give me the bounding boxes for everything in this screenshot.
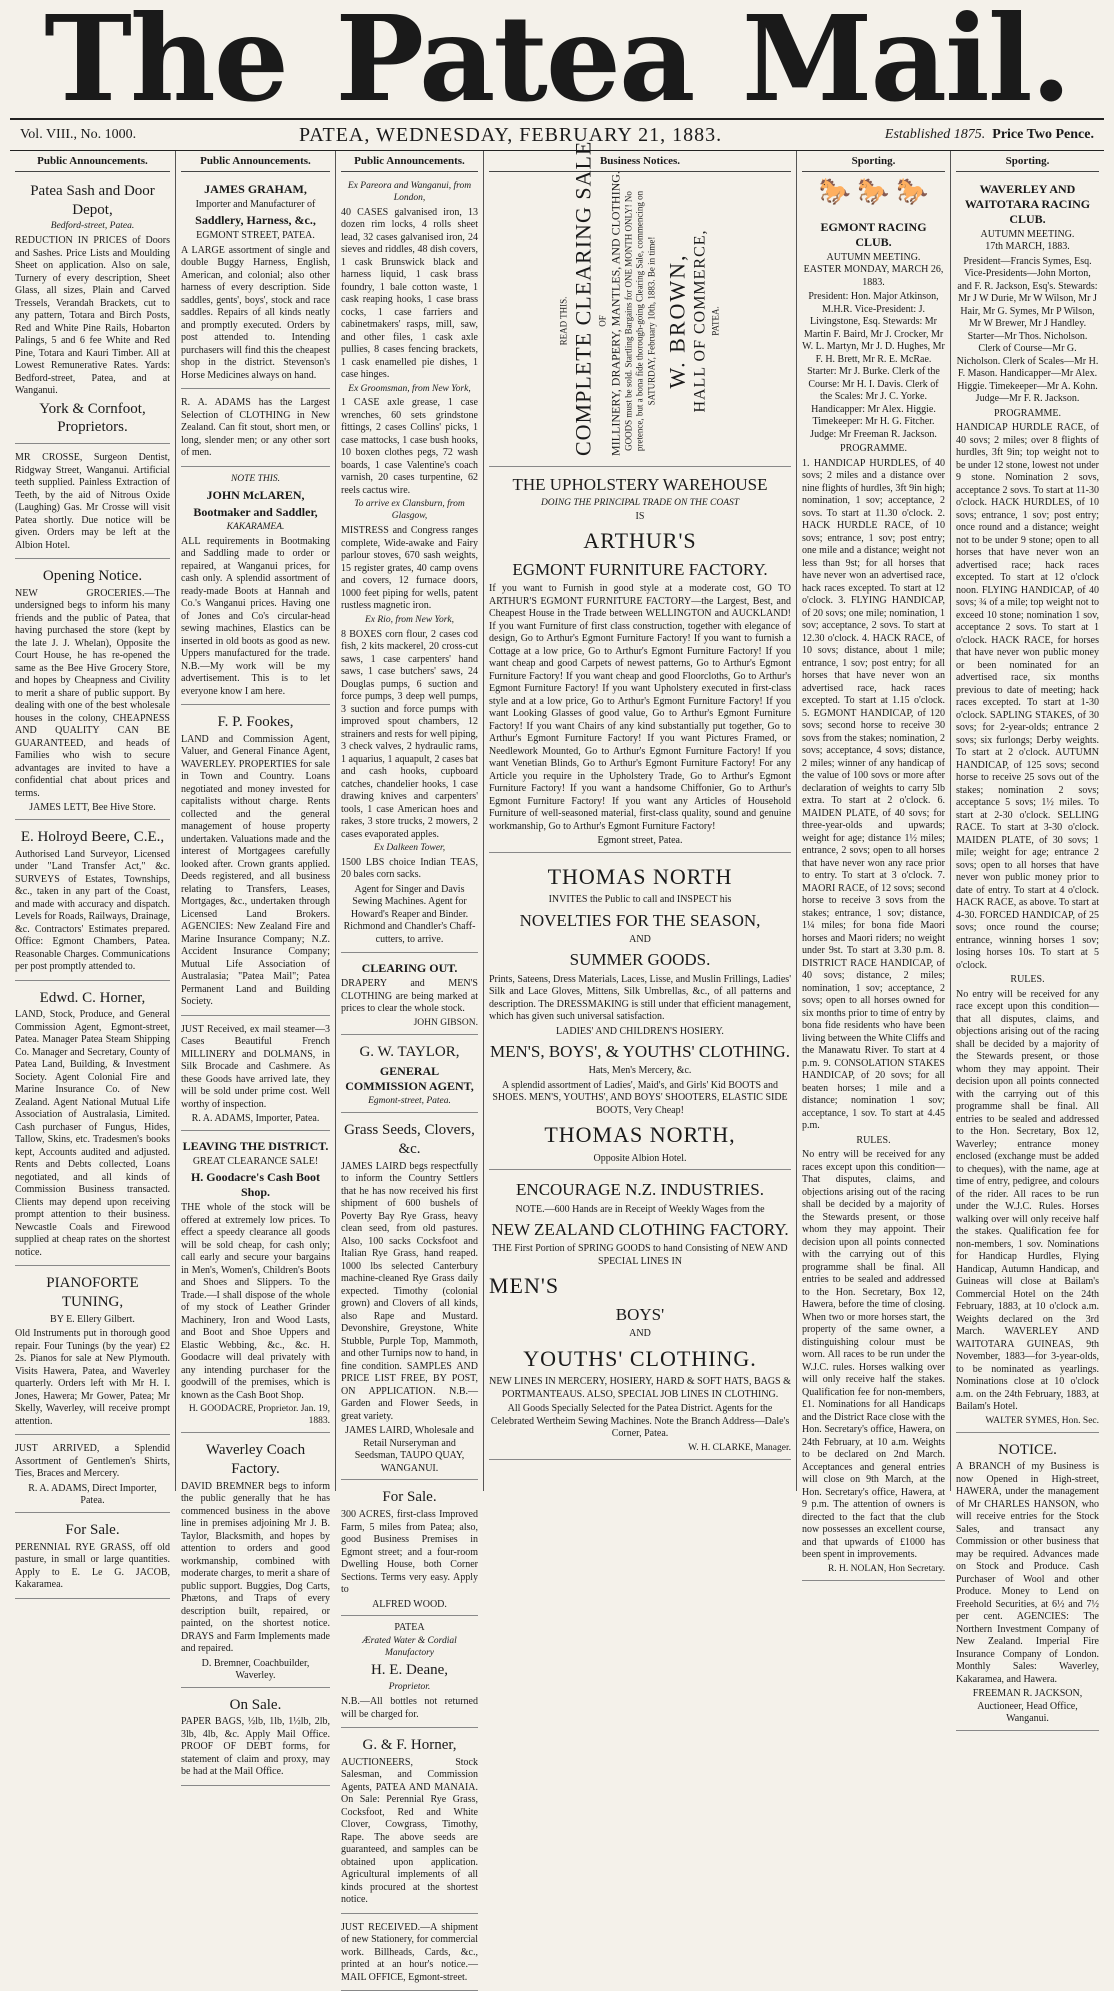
ad-body: THE whole of the stock will be offered at extremely low prices. To effect a speedy clearance all goods will be sold cheap, for cash only; call early and secure your bargains in Men's, Women's, Children's Boots and Shoes and Slippers. To the Trade.—I shall dispose of the whole of my stock of Leather Grinder Machinery, Iron and Wood Lasts, and Boot and Shoe Uppers and Elastic Webbing, &c., &c. H. Goodacre will deal privately with any intending purchaser for the goodwill of the premises, which is known as the Cash Boot Shop. (181, 1202, 330, 1401)
ad-foot: All Goods Specially Selected for the Patea District. Agents for the Celebrated Wertheim Sewing Machines. Note the Branch Address—Dale's Corner, Patea. (490, 1403, 790, 1440)
ad-title: ENCOURAGE N.Z. INDUSTRIES. (516, 1180, 764, 1200)
shipment-origin: Ex Groomsman, from New York, (348, 383, 471, 394)
ad-body: AUCTIONEERS, Stock Salesman, and Commission Agents, PATEA AND MANAIA. On Sale: Perennial Rye Grass, Cocksfoot, Red and White Clover, Cowgrass, Timothy, Rape. The above seeds are guaranteed, and samples can be obtained upon application. Agricultural implements of all kinds procured at the shortest notice. (341, 1756, 478, 1906)
ad-body: NEW GROCERIES.—The undersigned begs to inform his many friends and the public of Patea, that having purchased the store (kept by the late J. J. Whelan), Opposite the Court House, he has re-opened the same as the Bee Hive Grocery Store, and hopes by Cheapness and Civility to merit a share of public support. By dealing with one of the best wholesale houses in the colony, CHEAPNESS AND QUALITY CAN BE GUARANTEED, and heads of Families who wish to secure advantages are invited to have a confidential chat about prices and terms. (15, 587, 170, 799)
ad-graham (181, 176, 330, 390)
ad-body: Authorised Land Surveyor, Licensed under "Land Transfer Act," &c. SURVEYS of Estates, Townships, &c., taken in any part of the Coast, and made with accuracy and dispatch. Levels for Roads, Railways, Drainage, &c. Contractors' Estimates prepared. Office: Egmont Chambers, Patea. Reasonable Charges. Communications per post promptly attended to. (15, 848, 170, 973)
shipment-origin: To arrive ex Clansburn, from Glasgow, (354, 499, 465, 522)
ad-body: JAMES LAIRD begs respectfully to inform the Country Settlers that he has now received his first shipment of 600 bushels of Poverty Bay Rye Grass, heavy clean seed, from old pastures. Also, 100 sacks Cocksfoot and Italian Rye Grass, hand reaped. 1000 lbs selected Canterbury machine-cleaned Rye Grass daily expected. Timothy (colonial grown) and Clovers of all kinds, also Rape and Mustard. Devonshire, Greystone, White Stubble, Purple Top, Mammoth, and other Turnips now to hand, in fine condition. SAMPLES AND PRICE LIST FREE, BY POST, ON APPLICATION. N.B.—Garden and Flower Seeds, in great variety. (341, 1160, 478, 1422)
ad-body: PAPER BAGS, ½lb, 1lb, 1½lb, 2lb, 3lb, 4lb, &c. Apply Mail Office. PROOF OF DEBT forms, for statement of claim and proxy, may be had at the Mail Office. (181, 1716, 330, 1778)
ad-hall: HALL OF COMMERCE, (691, 229, 709, 413)
ad-millinery (181, 1018, 330, 1131)
programme-heading: PROGRAMME. (840, 443, 907, 455)
meeting-date: 17th MARCH, 1883. (985, 241, 1070, 253)
ad-rye-grass (15, 1515, 170, 1599)
ad-body: LAND and Commission Agent, Valuer, and General Finance Agent, WAVERLEY. PROPERTIES for sale in Town and Country. Loans negotiated and money invested for capitalists without charge. Rents collected and the general management of house property undertaken. Valuations made and the interest of Mortgagees carefully looked after. Crown grants applied. Deeds registered, and all business relating to Transfers, Leases, Mortgages, &c., undertaken through Licensed Land Brokers. AGENCIES: New Zealand Fire and Marine Insurance Company; N.Z. Accident Insurance Company; Mutual Life Association of Australasia; "Patea Mail"; Patea Permanent Land and Building Society. (181, 733, 330, 1008)
ad-body: DAVID BREMNER begs to inform the public generally that he has commenced business in the above line in premises adjoining Mr J. B. Taylor, Blacksmith, and hopes by attention to orders and good workmanship, combined with moderate charges, to merit a share of public support. Buggies, Dog Carts, Phætons, and Traps of every description built, repaired, or painted, on the shortest notice. DRAYS and Farm Implements made and repaired. (181, 1480, 330, 1654)
ad-subtitle: BY E. Ellery Gilbert. (50, 1313, 135, 1325)
ad-signature: W. BROWN, (664, 253, 689, 389)
ad-body: REDUCTION IN PRICES of Doors and Sashes. Price Lists and Moulding Sheet on application. Also on sale, Turnery of every description, Sheet Glass, all sizes, Plain and Carved Tressels, Verandah Brackets, cut to any pattern, Totara and Birch Posts, Red and White Pine Rails, Hobarton Palings, 5 and 6 fee White and Red Pine, Totara and Kauri Timber. All at Lowest Remunerative Rates. Yards: Bedford-street, Patea, and at Wanganui. (15, 235, 170, 397)
ad-line: YOUTHS' CLOTHING. (523, 1345, 757, 1371)
ad-address: Opposite Albion Hotel. (593, 1152, 687, 1164)
waverley-racing-club (956, 176, 1099, 1433)
programme-body: 1. HANDICAP HURDLES, of 40 sovs; 2 miles and a distance over nine flights of hurdles, 3ft 9in high; nomination, 1 sov; acceptance, 2 sovs. To start at 11.30 o'clock. 2. HACK HURDLE RACE, of 10 sovs; entrance, 1 sov; post entry; one mile and a distance; weight not less than 9st; for all horses that have never won an advertised race, hack races excepted. To start at 12 o'clock. 3. FLYING HANDICAP, of 20 sovs; one mile; nomination, 1 sov; acceptance, 2 sovs. To start at 12.30 o'clock. 4. HACK RACE, of 10 sovs; distance, about 1 mile; entrance, 1 sov; post entry; for all horses that have never won an advertised race, hack races excepted. To start at 1.15 o'clock. 5. EGMONT HANDICAP, of 120 sovs; second horse to receive 30 sovs from the stakes; nomination, 2 sovs; acceptance, 4 sovs; distance, 2 miles; winner of any handicap of the value of 100 sovs or more after declaration of weights to carry 5lb extra. To start at 2 o'clock. 6. MAIDEN PLATE, of 40 sovs; for three-year-olds and upwards; weight for age; distance 1½ miles; entrance, 2 sovs; open to all horses that have never won any race prior to entry. To start at 3 o'clock. 7. MAORI RACE, of 12 sovs; second horse to receive 3 sovs from the stakes; entrance, 1 sov; distance, 1¼ miles; for bona fide Maori horses and Maori riders; no weight under 9st. To start at 3.30 p.m. 8. DISTRICT RACE HANDICAP, of 40 sovs; distance, 2 miles; nomination, 1 sov; acceptance, 2 sovs; open to all horses owned for six months prior to time of entry by bona fide residents who have been living between the White Cliffs and the Manawatu River. To start at 4 p.m. 9. CONSOLATION STAKES HANDICAP, of 20 sovs; for all beaten horses; 1 mile and a distance; nomination 1 sov; acceptance, 1 sov. To start at 4.45 p.m. (802, 457, 945, 1132)
ad-sash-depot (15, 176, 170, 444)
ad-subtitle: DOING THE PRINCIPAL TRADE ON THE COAST (540, 498, 740, 508)
ad-on-sale (181, 1690, 330, 1786)
ad-body: A LARGE assortment of single and double Buggy Harness, English, American, and colonial; also other harness of every description. Side saddles, gents', boys', stock and race saddles. Repairs of all kinds neatly and promptly executed. Orders by post attended to. Intending purchasers will find this the cheapest shop in the district. Stevenson's Horse Medicines always on hand. (181, 244, 330, 381)
ad-taylor (341, 1037, 478, 1114)
column-3 (336, 151, 484, 1983)
ad-body: 300 ACRES, first-class Improved Farm, 5 miles from Patea; also, good Business Premises in Egmont street; and a four-room Dwelling House, both Corner Sections. Terms very easy. Apply to (341, 1509, 478, 1596)
ad-title: Opening Notice. (42, 568, 143, 585)
ad-body: If you want to Furnish in good style at a moderate cost, GO TO ARTHUR'S EGMONT FURNITURE FACTORY—the Largest, Best, and Cheapest House in the Trade between WELLINGTON and AUCKLAND! If you want Furniture of first class construction, together with elegance of design, Go to Arthur's Egmont Furniture Factory! If you want to furnish a Cottage at a low price, Go to Arthur's Egmont Furniture Factory! If you want cheap and good Carpets of newest patterns, Go to Arthur's Egmont Furniture Factory! If you want cheap and good Floorcloths, Go to Arthur's Egmont Furniture Factory! If you want Upholstery executed in first-class style and at a low price, Go to Arthur's Egmont Furniture Factory! If you want Looking Glasses of good value, Go to Arthur's Egmont Furniture Factory! If you want Chairs of any kind substantially put together, Go to Arthur's Egmont Furniture Factory! If you want Pictures Framed, or Needlework Mounted, Go to Arthur's Egmont Furniture Factory! If you want Venetian Blinds, Go to Arthur's Egmont Furniture Factory! For any Article you require in the Upholstery Trade, Go to Arthur's Egmont Furniture Factory! If you want a handsome Chiffonier, Go to Arthur's Egmont Furniture Factory! If you want any Articles of Household Furniture of well-seasoned material, first-class quality, sound and genuine workmanship, Go to Arthur's Egmont Furniture Factory! (489, 583, 791, 832)
rules-heading: RULES. (1010, 974, 1045, 986)
ad-subtitle: Bedford-street, Patea. (50, 221, 135, 232)
column-heading: Business Notices. (489, 155, 791, 172)
ad-title: PIANOFORTE TUNING, (46, 1275, 139, 1311)
ad-title: Patea Sash and Door Depot, (30, 182, 155, 218)
ad-signature: FREEMAN R. JACKSON, Auctioneer, Head Office, Wanganui. (972, 1688, 1083, 1725)
ad-body: ALL requirements in Bootmaking and Saddling made to order or repaired, at Wanganui prices, for cash only. A splendid assortment of ready-made Boots at Hannah and Co.'s Wanganui prices. Having one of Jones and Co's circular-head sewing machines, Elastics can be inserted in old boots as good as new. Uppers manufactured for the trade. N.B.—My work will be my advertisement. This is to let everyone know I am here. (181, 535, 330, 697)
ad-signature: D. Bremner, Coachbuilder, Waverley. (201, 1657, 310, 1681)
ad-dentist (15, 446, 170, 559)
ad-signature: JAMES LAIRD, Wholesale and Retail Nurseryman and Seedsman, TAUPO QUAY, WANGANUI. (345, 1425, 474, 1474)
ad-title: Grass Seeds, Clovers, &c. (344, 1122, 475, 1158)
ad-line: A splendid assortment of Ladies', Maid's, and Girls' Kid BOOTS and SHOES. MEN'S, YOUTHS', AND BOYS' SHOOTERS, ELASTIC SIDE BOOTS, Very Cheap! (492, 1079, 788, 1116)
ad-coach-factory (181, 1435, 330, 1688)
ad-title: F. P. Fookes, (217, 714, 294, 730)
columns (10, 140, 1104, 1983)
ad-body: DRAPERY and MEN'S CLOTHING are being marked at prices to clear the whole stock. (341, 978, 478, 1015)
ad-line: NOVELTIES FOR THE SEASON, (519, 910, 761, 930)
column-2 (176, 151, 336, 1778)
ad-line: LADIES' AND CHILDREN'S HOSIERY. (556, 1025, 724, 1037)
officers: President—Francis Symes, Esq. Vice-Presidents—John Morton, and F. R. Jackson, Esq's. Stewards: Mr J W Durie, Mr W Wilson, Mr J Hair, Mr G. Symes, Mr P Wilson, Mr W Brewer, Mr J Handley. Starter—Mr Thos. Nicholson. Clerk of Course—Mr G. Nicholson. Clerk of Scales—Mr H. F. Mason. Handicapper—Mr Alex. Higgie. Timekeeper—Mr A. Kohn. Judge—Mr F. R. Jackson. (956, 255, 1099, 405)
ad-line: H. Goodacre's Cash Boot Shop. (190, 1170, 321, 1200)
column-1 (10, 151, 176, 1591)
ad-body: PERENNIAL RYE GRASS, off old pasture, in small or large quantities. Apply to E. Le G. JACOB, Kakaramea. (15, 1541, 170, 1591)
column-4 (484, 140, 797, 1491)
ad-thomas-north (489, 855, 791, 1171)
ad-line: GENERAL COMMISSION AGENT, (345, 1063, 474, 1093)
ad-subtitle: GREAT CLEARANCE SALE! (192, 1155, 319, 1167)
column-6 (951, 151, 1104, 1725)
column-heading: Public Announcements. (181, 155, 330, 172)
ad-proprietor: Proprietor. (388, 1682, 431, 1693)
ad-subtitle: INVITES the Public to call and INSPECT his (548, 894, 732, 906)
ad-line: MEN'S, BOYS', & YOUTHS' CLOTHING. (490, 1042, 790, 1062)
ad-line: Bootmaker and Saddler, (193, 504, 318, 519)
ad-nz-clothing-factory (489, 1172, 791, 1459)
ad-title: COMPLETE CLEARING SALE (570, 140, 596, 456)
ad-address: KAKARAMEA. (226, 521, 285, 532)
ad-notice (956, 1435, 1099, 1731)
ad-line: Hats, Men's Mercery, &c. (588, 1065, 692, 1077)
ad-factory: NEW ZEALAND CLOTHING FACTORY. (491, 1220, 789, 1240)
ad-signature: Egmont street, Patea. (597, 835, 683, 847)
ad-title: LEAVING THE DISTRICT. (182, 1138, 329, 1153)
ad-subtitle: Importer and Manufacturer of (195, 198, 316, 210)
shipment-body: 1500 LBS choice Indian TEAS, 20 bales corn sacks. (341, 856, 478, 881)
ad-note: NOTE THIS. (230, 473, 281, 484)
ad-signature: THOMAS NORTH, (544, 1122, 736, 1148)
ad-title: G. & F. Horner, (362, 1737, 457, 1753)
ad-subtitle: Ærated Water & Cordial Manufactory (362, 1635, 457, 1658)
ad-body: MR CROSSE, Surgeon Dentist, Ridgway Street, Wanganui. Artificial teeth supplied. Painless Extraction of Teeth, by the aid of Nitrous Oxide (Laughing) Gas. Mr Crosse will visit Patea shortly. Due notice will be given. Orders may be left at the Albion Hotel. (15, 452, 170, 551)
ad-body: JUST Received, ex mail steamer—3 Cases Beautiful French MILLINERY and DOLMANS, in Silk Brocade and Cashmere. As these Goods have arrived late, they will be sold under prime cost. Well worthy of inspection. (181, 1023, 330, 1110)
volume-number: Vol. VIII., No. 1000. (20, 127, 137, 142)
ad-piano-tuning (15, 1268, 170, 1435)
ad-pre: PATEA (394, 1622, 425, 1634)
ad-body: Prints, Sateens, Dress Materials, Laces, Lisse, and Muslin Frillings, Ladies' Silk and Lace Gloves, Mittens, Silk Umbrellas, &c., of all patterns and description. The DRESSMAKING is still under that efficient management, which has given such universal satisfaction. (489, 973, 791, 1023)
ad-signature: R. A. ADAMS, Importer, Patea. (191, 1113, 320, 1125)
ad-line: MILLINERY, DRAPERY, MANTLES, AND CLOTHING. (608, 170, 623, 456)
column-heading: Sporting. (956, 155, 1099, 172)
ad-g-f-horner (341, 1730, 478, 1914)
ad-body: JUST ARRIVED, a Splendid Assortment of Gentlemen's Shirts, Ties, Braces and Mercery. (15, 1443, 170, 1480)
ad-place: PATEA. (710, 306, 721, 336)
shipment-body: MISTRESS and Congress ranges complete, Wide-awake and Fairy parlour stoves, 670 sash weights, 15 register grates, 40 camp ovens and covers, 12 furnace doors, 1000 feet piping for wells, patent rustless magnetic iron. (341, 525, 478, 612)
ad-surveyor (15, 822, 170, 981)
ad-body: N.B.—All bottles not returned will be charged for. (341, 1696, 478, 1720)
ad-signature: W. H. CLARKE, Manager. (688, 1442, 791, 1453)
ad-shipments (341, 176, 478, 954)
shipment-origin: Ex Pareora and Wanganui, from London, (347, 180, 472, 203)
shipment-body: 1 CASE axle grease, 1 case wrenches, 60 sets grindstone fittings, 2 cases Collins' picks, 1 case mattocks, 1 case bush hooks, 10 boxen clothes pegs, 72 wash boards, 1 case Valentine's coach varnish, 20 cases turpentine, 62 reels cactus wire. (341, 397, 478, 496)
officers: President: Hon. Major Atkinson, M.H.R. Vice-President: J. Livingstone, Esq. Stewards: Mr Martin F. Baird, Mr J. Crocker, Mr W. L. Martyn, Mr J. D. Hughes, Mr F. H. Brett, Mr R. E. McRae. Starter: Mr J. Burke. Clerk of the Course: Mr H. I. Davis. Clerk of the Scales: Mr J. C. Yorke. Handicapper: Mr Alex. Higgie. Timekeeper: Mr H. G. Fitcher. Judge: Mr Freeman R. Jackson. (802, 291, 945, 440)
ad-title: THOMAS NORTH (547, 863, 733, 889)
ad-stationery (341, 1916, 478, 1991)
club-signature: WALTER SYMES, Hon. Sec. (985, 1415, 1099, 1426)
shipment-origin: Ex Rio, from New York, (364, 614, 455, 625)
ad-signature: ALFRED WOOD. (372, 1598, 447, 1610)
ad-title-2: EGMONT FURNITURE FACTORY. (512, 559, 768, 579)
meeting: AUTUMN MEETING. (826, 251, 921, 263)
column-heading: Public Announcements. (15, 155, 170, 172)
masthead-word-3: Mail. (741, 0, 1070, 128)
ad-title: For Sale. (382, 1489, 437, 1506)
ad-note: NOTE.—600 Hands are in Receipt of Weekly Wages from the (515, 1203, 765, 1215)
meeting: AUTUMN MEETING. (980, 228, 1075, 240)
column-heading: Sporting. (802, 155, 945, 172)
ad-body: A BRANCH of my Business is now Opened in High-street, HAWERA, under the management of Mr CHARLES HANSON, who will receive entries for the Stock Sales, and transact any Commission or other business that may be required. Advances made on Stock and Produce. Cash Purchaser of Wool and other Produce. Money to Lend on Freehold Securities, at 6½ and 7½ per cent. AGENCIES: The Northern Investment Company of New Zealand. Imperial Fire Insurance Company of London. Monthly Sales: Waverley, Kakaramea, and Hawera. (956, 1461, 1099, 1685)
ad-address: EGMONT STREET, PATEA. (196, 230, 315, 242)
club-title: EGMONT RACING CLUB. (820, 219, 927, 249)
shipment-note: Agent for Singer and Davis Sewing Machines. Agent for Howard's Reaper and Binder. Richmond and Chandler's Chaff-cutters, to arrive. (343, 883, 476, 945)
ad-title: H. E. Deane, (370, 1662, 449, 1679)
ad-deane (341, 1618, 478, 1728)
ad-lines: NEW LINES IN MERCERY, HOSIERY, HARD & SOFT HATS, BAGS & PORTMANTEAUS. ALSO, SPECIAL JOB LINES IN CLOTHING. (489, 1376, 791, 1400)
ad-body: Old Instruments put in thorough good repair. Four Tunings (by the year) £2 2s. Pianos for sale at New Plymouth. Visits Hawera, Patea, and Waverley quarterly. Orders left with Mr H. I. Jones, Hawera; Mr Gower, Patea; Mr Skelly, Waverley, will receive prompt attention. (15, 1328, 170, 1427)
ad-signature: R. A. ADAMS, Direct Importer, Patea. (28, 1482, 157, 1507)
ad-title: E. Holroyd Beere, C.E., (20, 828, 165, 845)
ad-title: On Sale. (229, 1696, 282, 1713)
ad-body: R. A. ADAMS has the Largest Selection of CLOTHING in New Zealand. Can fit stout, short men, or long, slender men; or any other sort of men. (181, 397, 330, 459)
horse-icon: 🐎 🐎 🐎 (818, 176, 929, 206)
ad-title: G. W. TAYLOR, (359, 1043, 460, 1060)
ad-goodacre (181, 1133, 330, 1433)
ad-shirts (15, 1437, 170, 1513)
programme-heading: PROGRAMME. (994, 407, 1061, 419)
rules-body: No entry will be received for any races except upon this condition—That disputes, claims, and objections arising out of the racing shall be decided by a majority of the Stewards present, or those whom they may appoint. Their decision upon all points connected with the carrying out of this programme shall be final. All entries to be sealed and addressed to the Hon. Secretary, Box 12, Hawera, before the time of closing. When two or more horses start, the property of the same owner, a distinguishing colour must be worn. All races to be run under the W.J.C. rules. Horses walking over will only receive half the stakes. Qualification fee for non-members, £1. Nominations for all Handicaps and the District Race close with the Hon. Secretary's office, Hawera, on 24th February, at 10 a.m. Weights to be declared on 2nd March. Acceptances and general entries will close on 9th March, at the Hon. Secretary's office, Hawera, at 9 p.m. The attention of owners is directed to the fact that the club now possesses an excellent course, and that upwards of £1000 has been spent in improvements. (802, 1149, 945, 1561)
ad-grass-seeds (341, 1115, 478, 1480)
club-signature: R. H. NOLAN, Hon Secretary. (827, 1563, 945, 1574)
shipment-origin: Ex Dalkeen Tower, (373, 843, 446, 853)
ad-title: JAMES GRAHAM, (204, 181, 307, 196)
masthead-word-1: The (44, 0, 287, 128)
ad-body: LAND, Stock, Produce, and General Commission Agent, Egmont-street, Patea. Manager Patea Steam Shipping Co. Manager and Secretary, County of Patea Land, Building, & Investment Society. Agent Colonial Fire and Marine Insurance Co. of New Zealand. Agent National Mutual Life Association of Australasia, Limited. Cash purchaser of Fungus, Hides, Tallow, Skins, etc. Tradesmen's books kept, Accounts audited and adjusted. Rents and Debts collected, Loans negotiated, and all kinds of Commission Business transacted. Clients may depend upon receiving prompt attention to their business. Newcastle Coals and Firewood supplied at cheap rates on the shortest notice. (15, 1009, 170, 1258)
ad-address: Egmont-street, Patea. (368, 1095, 451, 1106)
ad-and: AND (629, 933, 651, 945)
ad-line: SUMMER GOODS. (569, 950, 711, 970)
egmont-racing-club (802, 214, 945, 1581)
ad-body: THE First Portion of SPRING GOODS to hand Consisting of NEW AND SPECIAL LINES IN (492, 1243, 788, 1267)
ad-of: OF (597, 315, 607, 327)
ad-title: ARTHUR'S (583, 528, 697, 554)
established: Established 1875. (884, 127, 986, 142)
ad-clearing-out (341, 955, 478, 1034)
ad-line: BOYS' (615, 1304, 665, 1324)
masthead (0, 0, 1114, 128)
ad-title: CLEARING OUT. (361, 961, 458, 976)
ad-title: Edwd. C. Horner, (39, 989, 146, 1006)
rules-body: No entry will be received for any race except upon this condition—that all disputes, claims, and objections arising out of the racing shall be decided by a majority of the Stewards present, or those whom they may appoint. Their decision upon all points connected with the carrying out of this programme shall be final. All entries to be sealed and addressed to the Hon. Secretary, Box 12, Waverley; entrance money enclosed (exchange must be added to cheques), with the name, age at time of entry, pedigree, and colours of the rider. All races to be run under the W.J.C. Rules. Horses walking over will only receive half the stakes. Qualification fee for non-members, 1 sov. Nominations for Handicap Hurdles, Flying Handicap, Autumn Handicap, and Guineas will close at Bailam's Commercial Hotel on the 24th February, 1883, at 10 o'clock a.m. Weights declared on the 3rd March. WAVERLEY AND WAITOTARA GUINEAS, 9th November, 1883—for 3-year-olds, to be nominated as yearlings. Nominations close at 10 o'clock a.m. on the 24th February, 1883, at Bailam's Hotel. (956, 988, 1099, 1413)
ad-line: Saddlery, Harness, &c., (195, 213, 316, 228)
ad-title: JOHN McLAREN, (206, 487, 305, 502)
price: Price Two Pence. (992, 127, 1094, 142)
ad-line: AND (629, 1328, 651, 1340)
ad-line: MEN'S (489, 1273, 560, 1299)
ad-read-this: READ THIS. (558, 296, 569, 346)
ad-fookes (181, 707, 330, 1016)
ad-signature: H. GOODACRE, Proprietor. Jan. 19, 1883. (188, 1404, 330, 1427)
ad-signature: JAMES LETT, Bee Hive Store. (29, 802, 156, 814)
ad-horner (15, 983, 170, 1267)
column-heading: Public Announcements. (341, 155, 478, 172)
ad-pre: THE UPHOLSTERY WAREHOUSE (512, 474, 768, 494)
shipment-body: 40 CASES galvanised iron, 13 dozen rim locks, 4 rolls sheet lead, 32 cases galvanised iron, 24 sieves and riddles, 48 dish covers, 1 cask Brunswick black and harness liquid, 1 cask brass foundry, 1 bale cotton waste, 1 cask reaping hooks, 1 case brass cocks, 1 case farriers and cabinetmakers' rasps, mill, saw, and other files, 1 cask axle pullies, 8 cases fencing brackets, 1 cask enamelled pie dishes, 1 case hinges. (341, 206, 478, 380)
ad-title: For Sale. (65, 1521, 120, 1538)
meeting-date: EASTER MONDAY, MARCH 26, 1883. (803, 264, 944, 288)
ad-arthurs-furniture (489, 467, 791, 853)
ad-title: Waverley Coach Factory. (205, 1442, 306, 1477)
ad-body: JUST RECEIVED.—A shipment of new Stationery, for commercial work. Billheads, Cards, &c., printed at an hour's notice.—MAIL OFFICE, Egmont-street. (341, 1921, 478, 1983)
ad-signature: York & Cornfoot, Proprietors. (39, 400, 146, 436)
ad-title: NOTICE. (998, 1441, 1057, 1458)
ad-mclaren (181, 469, 330, 705)
club-title: WAVERLEY AND WAITOTARA RACING CLUB. (964, 181, 1091, 226)
programme-body: HANDICAP HURDLE RACE, of 40 sovs; 2 miles; over 8 flights of hurdles, 3ft 9in; top weight not to be under 12 stone, lowest not under 9 stone. Nomination 2 sovs, acceptance 2 sovs. To start at 11-30 o'clock. HACK HURDLES, of 10 sovs; entrance, 1 sov; post entry; once round and a distance; weight not to be under 9 stone; open to all horses that have never won an advertised race; hack races excepted. To start at 12 o'clock noon. FLYING HANDICAP, of 40 sovs; ¾ of a mile; top weight not to exceed 10 stone; nomination 1 sov, acceptance 2 sovs. To start at 1 o'clock. HACK RACE, for horses that have never won public money or been nominated for an advertised race, six months previous to date of meeting; hack races excepted. To start at 1-30 o'clock. SAPLING STAKES, of 30 sovs; for 2-year-olds; entrance 2 sovs; six furlongs; Derby weights. To start at 2 o'clock. AUTUMN HANDICAP, of 125 sovs; second horse to receive 25 sovs out of the stakes; nomination 2 sovs; acceptance 5 sovs; 1½ miles. To start at 2-30 o'clock. SELLING RACE. To start at 3-30 o'clock. MAIDEN PLATE, of 30 sovs; 1 mile; weight for age; entrance 2 sovs; open to all horses that have never won public money prior to date of entry. To start at 4 o'clock. HACK RACE, as above. To start at 4-30. FORCED HANDICAP, of 25 sovs; once round the course; entrance, winning horses 1 sov; losing horses 10s. To start at 5 o'clock. (956, 422, 1099, 971)
shipment-body: 8 BOXES corn flour, 2 cases cod fish, 2 kits mackerel, 20 cross-cut saws, 1 case carpenters' hand saws, 1 case butchers' saws, 24 Douglas pumps, 6 suction and force pumps, 3 deep well pumps, 3 suction and force pumps with improved spout chambers, 12 strainers and rests for well piping, 3 check valves, 2 hydraulic rams, 1 aquarius, 1 aquapult, 2 cases bat and cash hooks, cupboard catches, chandelier hooks, 1 case drawing knives and carpenters' tools, 1 case American hoes and rakes, 3 store trucks, 2 mowers, 2 cases evaporated apples. (341, 628, 478, 840)
ad-opening-notice (15, 561, 170, 820)
ad-clothing (181, 391, 330, 467)
ad-body: GOODS must be sold. Startling Bargains for ONE MONTH ONLY! No pretence, but a bona fide thorough-going Clearing Sale, commencing on SATURDAY, February 10th, 1883. Be in time! (623, 190, 656, 451)
ad-signature: JOHN GIBSON. (413, 1017, 478, 1028)
ad-farm-for-sale (341, 1482, 478, 1616)
masthead-word-2: Patea (335, 0, 694, 128)
place-date: PATEA, WEDNESDAY, FEBRUARY 21, 1883. (298, 123, 723, 146)
column-5 (797, 151, 951, 1574)
ad-is: IS (635, 510, 645, 522)
rules-heading: RULES. (856, 1134, 891, 1146)
